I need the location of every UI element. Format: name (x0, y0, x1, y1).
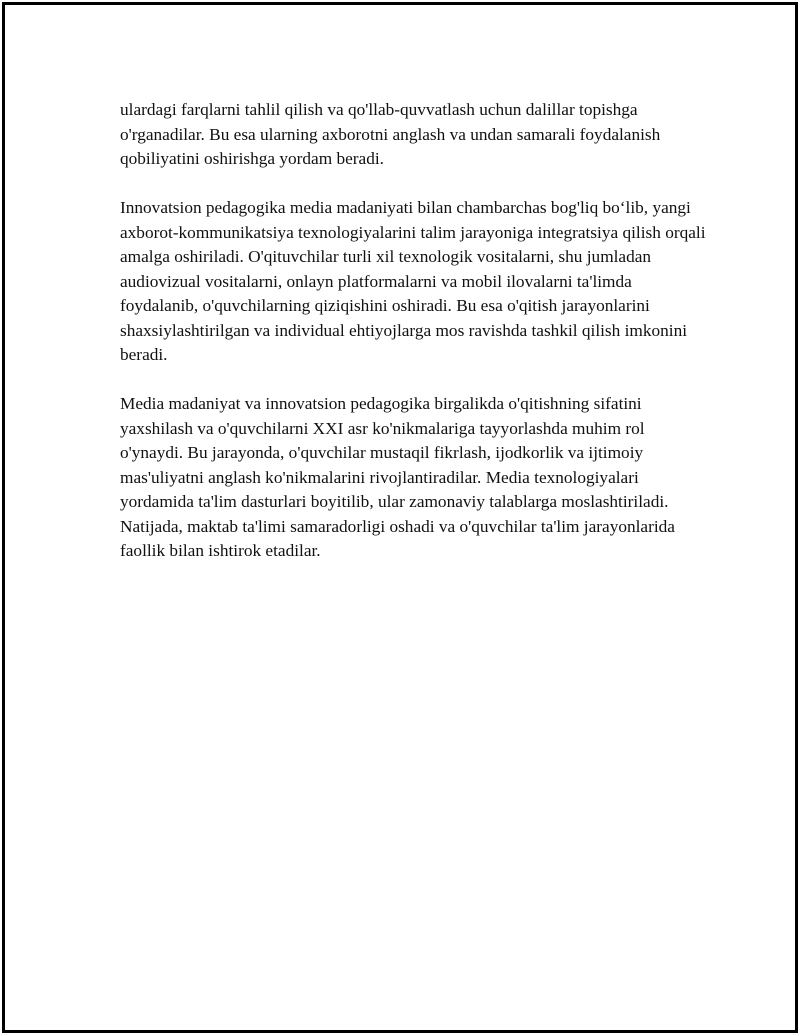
paragraph-3: Media madaniyat va innovatsion pedagogika birgalikda o'qitishning sifatini yaxshilash va o'quvchilarni XXI asr ko'nikmalariga tayyorlashda muhim rol o'ynaydi. Bu jarayonda, o'quvchilar mustaqil fikrlash, ijodkorlik va ijtimoiy mas'uliyatni anglash ko'nikmalarini rivojlantiradilar. Media texnologiyalari yordamida ta'lim dasturlari boyitilib, ular zamonaviy talablarga moslashtiriladi. Natijada, maktab ta'limi samaradorligi oshadi va o'quvchilar ta'lim jarayonlarida faollik bilan ishtirok etadilar. (120, 394, 675, 560)
paragraph-2: Innovatsion pedagogika media madaniyati bilan chambarchas bog'liq bo‘lib, yangi axborot-kommunikatsiya texnologiyalarini talim jarayoniga integratsiya qilish orqali amalga oshiriladi. O'qituvchilar turli xil texnologik vositalarni, shu jumladan audiovizual vositalarni, onlayn platformalarni va mobil ilovalarni ta'limda foydalanib, o'quvchilarning qiziqishini oshiradi. Bu esa o'qitish jarayonlarini shaxsiylashtirilgan va individual ehtiyojlarga mos ravishda tashkil qilish imkonini beradi. (120, 198, 706, 364)
page-frame (2, 2, 798, 1033)
paragraph-1: ulardagi farqlarni tahlil qilish va qo'llab-quvvatlash uchun dalillar topishga o'rganadilar. Bu esa ularning axborotni anglash va undan samarali foydalanish qobiliyatini oshirishga yordam beradi. (120, 100, 661, 168)
page-content (120, 98, 710, 564)
